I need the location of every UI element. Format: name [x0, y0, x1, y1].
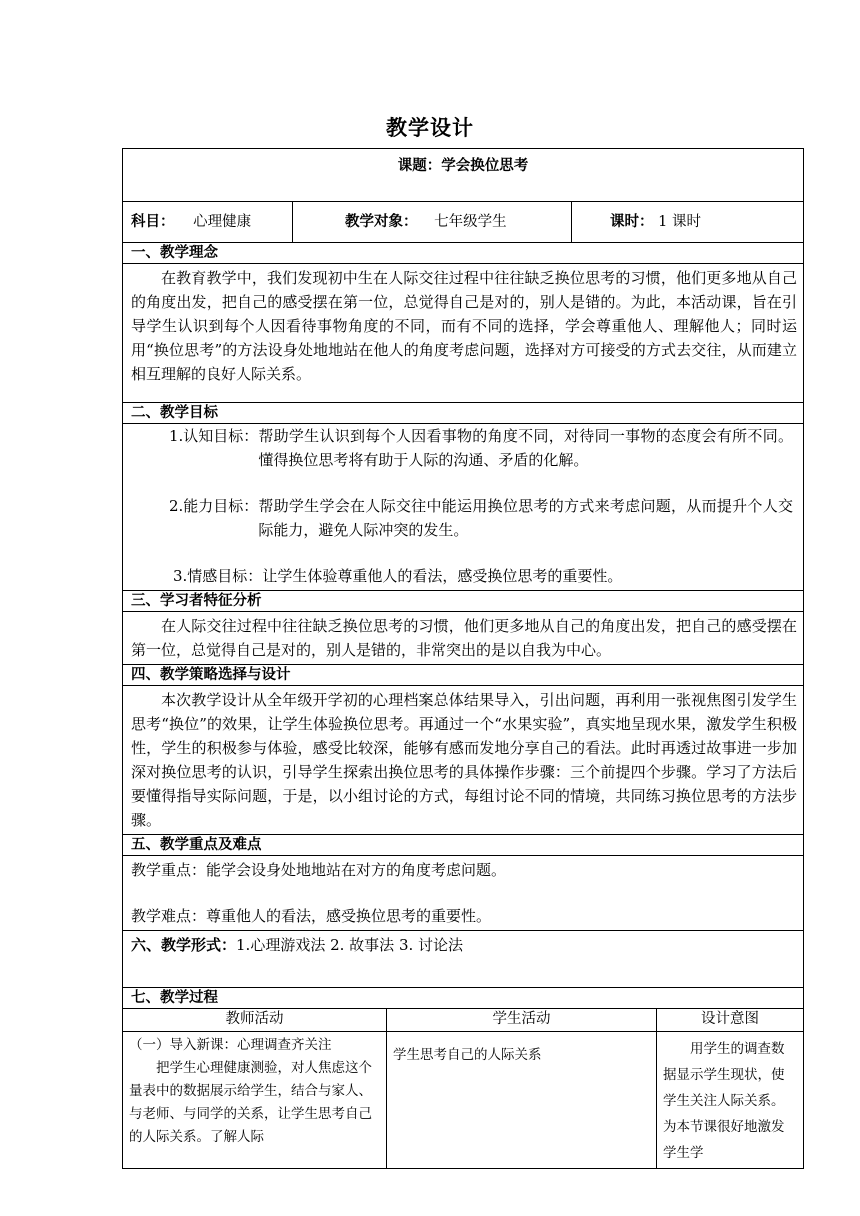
section-4-heading-row [123, 665, 804, 686]
section-4-text: 本次教学设计从全年级开学初的心理档案总体结果导入，引出问题，再利用一张视焦图引发学生思考“换位”的效果，让学生体验换位思考。再通过一个“水果实验”，真实地呈现水果，激发学生积极性，学生的积极参与体验，感受比较深，能够有感而发地分享自己的看法。此时再透过故事进一步加深对换位思考的认识，引导学生探索出换位思考的具体操作步骤：三个前提四个步骤。学习了方法后要懂得指导实际问题，于是，以小组讨论的方式，每组讨论不同的情境，共同练习换位思考的方法步骤。 [131, 691, 798, 829]
section-6-row [123, 931, 804, 988]
goal-text: 帮助学生学会在人际交往中能运用换位思考的方式来考虑问题，从而提升个人交际能力，避免人际冲突的发生。 [258, 497, 794, 539]
section-1-heading: 一、教学理念 [123, 243, 804, 264]
subject-value: 心理健康 [193, 214, 252, 230]
section-3-heading: 三、学习者特征分析 [123, 591, 804, 612]
meta-row [123, 202, 804, 243]
section-1-body [123, 264, 804, 403]
difficulty-text: 教学难点：尊重他人的看法，感受换位思考的重要性。 [131, 907, 492, 925]
goal-item [169, 494, 793, 542]
section-6-cell [123, 931, 804, 988]
subject-label: 科目： [131, 213, 175, 230]
design-intent-cell [657, 1032, 804, 1169]
section-4-body [123, 686, 804, 835]
goal-item [169, 424, 793, 472]
lesson-title-row [123, 149, 804, 202]
section-5-body-row [123, 856, 804, 931]
hours-value: 1 课时 [658, 214, 701, 230]
section-2-heading: 二、教学目标 [123, 403, 804, 424]
col-design-intent: 设计意图 [657, 1009, 804, 1032]
section-4-heading: 四、教学策略选择与设计 [123, 665, 804, 686]
lesson-title: 课题：学会换位思考 [123, 149, 804, 202]
section-5-heading: 五、教学重点及难点 [123, 835, 804, 856]
teacher-activity-title: （一）导入新课：心理调查齐关注 [129, 1037, 332, 1053]
goal-number: 3.情感目标： [173, 567, 263, 585]
section-5-heading-row [123, 835, 804, 856]
student-activity-cell [387, 1032, 657, 1169]
section-6-heading: 六、教学形式： [131, 936, 237, 954]
hours-cell [572, 202, 804, 243]
section-1-text: 在教育教学中，我们发现初中生在人际交往过程中往往缺乏换位思考的习惯，他们更多地从自己的角度出发，把自己的感受摆在第一位，总觉得自己是对的，别人是错的。为此，本活动课，旨在引导学生认识到每个人因看待事物角度的不同，而有不同的选择，学会尊重他人、理解他人；同时运用“换位思考”的方法设身处地地站在他人的角度考虑问题，选择对方可接受的方式去交往，从而建立相互理解的良好人际关系。 [131, 269, 798, 383]
goal-text: 让学生体验尊重他人的看法，感受换位思考的重要性。 [262, 567, 623, 585]
target-label: 教学对象： [345, 213, 418, 230]
page-title: 教学设计 [386, 115, 474, 140]
section-1-body-row [123, 264, 804, 403]
process-header-row [123, 1009, 804, 1032]
process-row [123, 1032, 804, 1169]
section-5-body [123, 856, 804, 931]
section-2-body [123, 424, 804, 591]
goal-item [173, 564, 793, 588]
section-3-heading-row [123, 591, 804, 612]
section-2-heading-row [123, 403, 804, 424]
subject-cell [123, 202, 293, 243]
goal-number: 1.认知目标： [169, 427, 259, 445]
section-7-heading: 七、教学过程 [123, 988, 804, 1009]
design-intent-text: 用学生的调查数据显示学生现状，使学生关注人际关系。为本节课很好地激发学生学 [663, 1041, 785, 1161]
student-activity-text: 学生思考自己的人际关系 [393, 1047, 542, 1063]
key-point-text: 教学重点：能学会设身处地地站在对方的角度考虑问题。 [131, 861, 507, 879]
goal-number: 2.能力目标： [169, 497, 259, 515]
section-3-body [123, 612, 804, 665]
col-student-activity: 学生活动 [387, 1009, 657, 1032]
section-1-heading-row [123, 243, 804, 264]
col-teacher-activity: 教师活动 [123, 1009, 387, 1032]
lesson-plan-table [122, 148, 804, 1169]
teacher-activity-text: 把学生心理健康测验，对人焦虑这个量表中的数据展示给学生，结合与家人、与老师、与同学的关系，让学生思考自己的人际关系。了解人际 [129, 1060, 372, 1145]
target-value: 七年级学生 [434, 214, 507, 230]
teacher-activity-cell [123, 1032, 387, 1169]
teaching-forms: 1.心理游戏法 2. 故事法 3. 讨论法 [236, 936, 464, 954]
hours-label: 课时： [610, 213, 654, 230]
section-7-heading-row [123, 988, 804, 1009]
section-4-body-row [123, 686, 804, 835]
section-3-body-row [123, 612, 804, 665]
section-2-body-row [123, 424, 804, 591]
goal-text: 帮助学生认识到每个人因看事物的角度不同，对待同一事物的态度会有所不同。懂得换位思考将有助于人际的沟通、矛盾的化解。 [258, 427, 794, 469]
target-cell [293, 202, 572, 243]
section-3-text: 在人际交往过程中往往缺乏换位思考的习惯，他们更多地从自己的角度出发，把自己的感受摆在第一位，总觉得自己是对的，别人是错的，非常突出的是以自我为中心。 [131, 617, 798, 659]
